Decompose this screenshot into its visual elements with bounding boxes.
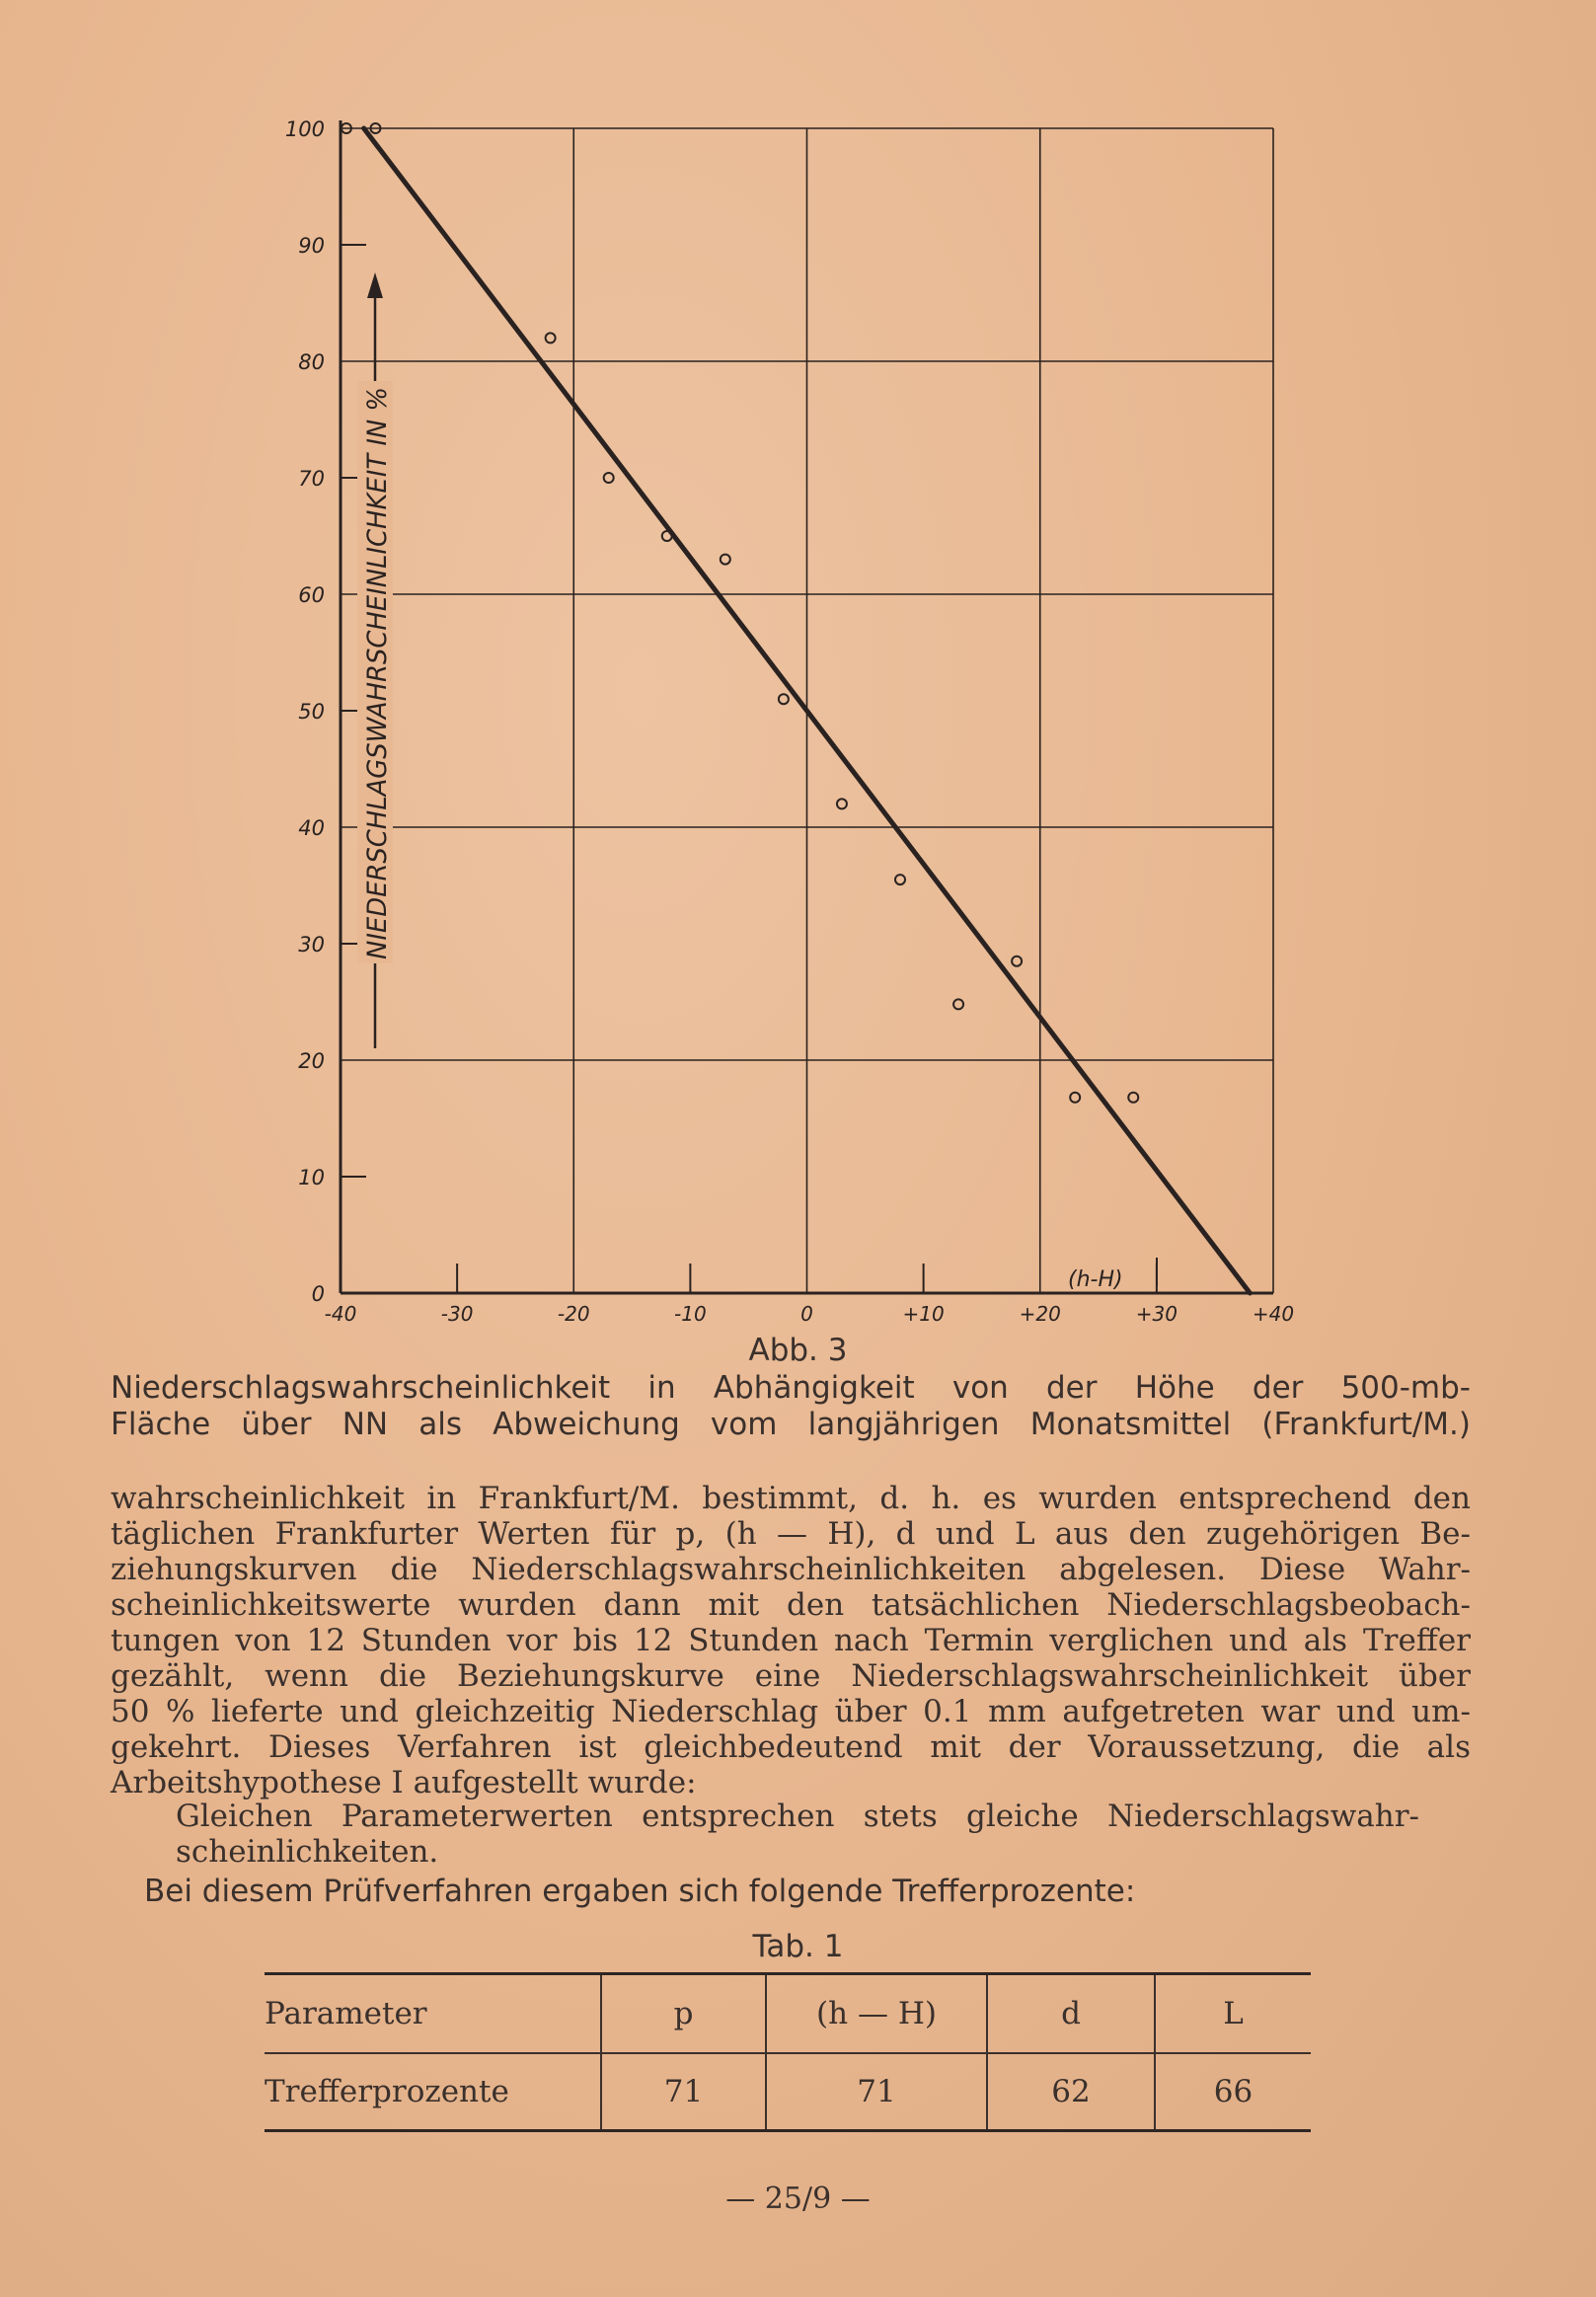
- x-tick-label: +30: [1135, 1302, 1178, 1326]
- y-tick-label: 30: [298, 933, 325, 957]
- table-cell: 71: [766, 2053, 987, 2131]
- body-line: täglichen Frankfurter Werten für p, (h — H), d und L aus den zugehörigen Be-: [111, 1516, 1471, 1552]
- data-point: [895, 875, 905, 884]
- y-tick-label: 90: [298, 234, 325, 258]
- caption-line: Niederschlagswahrscheinlichkeit in Abhängigkeit von der Höhe der 500-mb-: [111, 1370, 1471, 1406]
- data-point: [779, 694, 789, 704]
- table-header-cell: p: [601, 1974, 766, 2054]
- y-tick-label: 20: [298, 1049, 325, 1073]
- data-point: [662, 531, 672, 541]
- body-line: ziehungskurven die Niederschlagswahrscheinlichkeiten abgelesen. Diese Wahr-: [111, 1552, 1471, 1587]
- x-tick-label: +40: [1252, 1302, 1295, 1326]
- data-point: [604, 473, 614, 483]
- data-point: [953, 999, 963, 1009]
- figure-number: Abb. 3: [748, 1333, 848, 1368]
- table-row: [265, 2053, 1311, 2131]
- data-point: [721, 555, 730, 565]
- y-tick-label: 80: [298, 350, 325, 374]
- x-tick-label: -40: [324, 1302, 357, 1326]
- hypothesis-line: Gleichen Parameterwerten entsprechen stets gleiche Niederschlagswahr-: [176, 1799, 1419, 1834]
- body-line: 50 % lieferte und gleichzeitig Niederschlag über 0.1 mm aufgetreten war und um-: [111, 1694, 1471, 1729]
- table-cell: 71: [601, 2053, 766, 2131]
- x-axis-label: (h-H): [1068, 1267, 1123, 1292]
- table-header-row: [265, 1974, 1311, 2054]
- x-tick-labels: [325, 1302, 1294, 1326]
- body-line: scheinlichkeitswerte wurden dann mit den tatsächlichen Niederschlagsbeobach-: [111, 1587, 1471, 1623]
- data-point: [1012, 957, 1022, 966]
- x-tick-label: -10: [674, 1302, 707, 1326]
- results-table: [265, 1972, 1311, 2132]
- caption-line: Fläche über NN als Abweichung vom langjährigen Monatsmittel (Frankfurt/M.): [111, 1407, 1471, 1442]
- y-tick-label: 100: [284, 117, 325, 141]
- y-tick-labels: [285, 117, 325, 1306]
- hypothesis-statement: [176, 1799, 1419, 1870]
- hypothesis-line: scheinlichkeiten.: [176, 1834, 439, 1870]
- table-cell: 66: [1155, 2053, 1311, 2131]
- table-header-cell: L: [1155, 1974, 1311, 2054]
- data-point: [546, 333, 556, 343]
- data-point: [837, 799, 847, 808]
- table-cell: Trefferprozente: [265, 2074, 509, 2109]
- data-point: [1070, 1093, 1080, 1103]
- y-axis-arrow-head: [367, 272, 383, 298]
- y-axis-label-group: [357, 272, 393, 1048]
- y-tick-label: 40: [298, 816, 325, 840]
- y-tick-label: 0: [311, 1282, 325, 1306]
- table-cell: 62: [987, 2053, 1155, 2131]
- table-header-cell: d: [987, 1974, 1155, 2054]
- body-paragraph: [111, 1481, 1471, 1800]
- data-point: [1128, 1093, 1138, 1103]
- y-tick-label: 50: [298, 700, 325, 724]
- y-tick-label: 60: [298, 583, 325, 607]
- table-header-cell: (h — H): [766, 1974, 987, 2054]
- x-tick-label: -30: [440, 1302, 474, 1326]
- y-tick-label: 10: [298, 1166, 325, 1189]
- data-points: [342, 123, 1138, 1103]
- x-tick-label: -20: [557, 1302, 590, 1326]
- x-tick-label: 0: [800, 1302, 813, 1326]
- x-tick-label: +10: [902, 1302, 945, 1326]
- y-axis-label: NIEDERSCHLAGSWAHRSCHEINLICHKEIT IN %: [362, 360, 393, 959]
- body-line: Arbeitshypothese I aufgestellt wurde:: [111, 1765, 697, 1800]
- table-header-cell: Parameter: [265, 1974, 601, 2054]
- x-tick-label: +20: [1019, 1302, 1061, 1326]
- table-intro: Bei diesem Prüfverfahren ergaben sich folgende Trefferprozente:: [144, 1874, 1136, 1909]
- body-line: gekehrt. Dieses Verfahren ist gleichbedeutend mit der Voraussetzung, die als: [111, 1729, 1471, 1765]
- table-title: Tab. 1: [752, 1929, 844, 1964]
- body-line: gezählt, wenn die Beziehungskurve eine Niederschlagswahrscheinlichkeit über: [111, 1658, 1471, 1694]
- y-tick-label: 70: [298, 467, 325, 491]
- x-axis-label-group: [1068, 1267, 1123, 1292]
- page-number: — 25/9 —: [725, 2182, 871, 2216]
- body-line: wahrscheinlichkeit in Frankfurt/M. bestimmt, d. h. es wurden entsprechend den: [111, 1481, 1471, 1516]
- body-line: tungen von 12 Stunden vor bis 12 Stunden nach Termin verglichen und als Treffer: [111, 1623, 1471, 1658]
- figure-caption: [111, 1370, 1471, 1443]
